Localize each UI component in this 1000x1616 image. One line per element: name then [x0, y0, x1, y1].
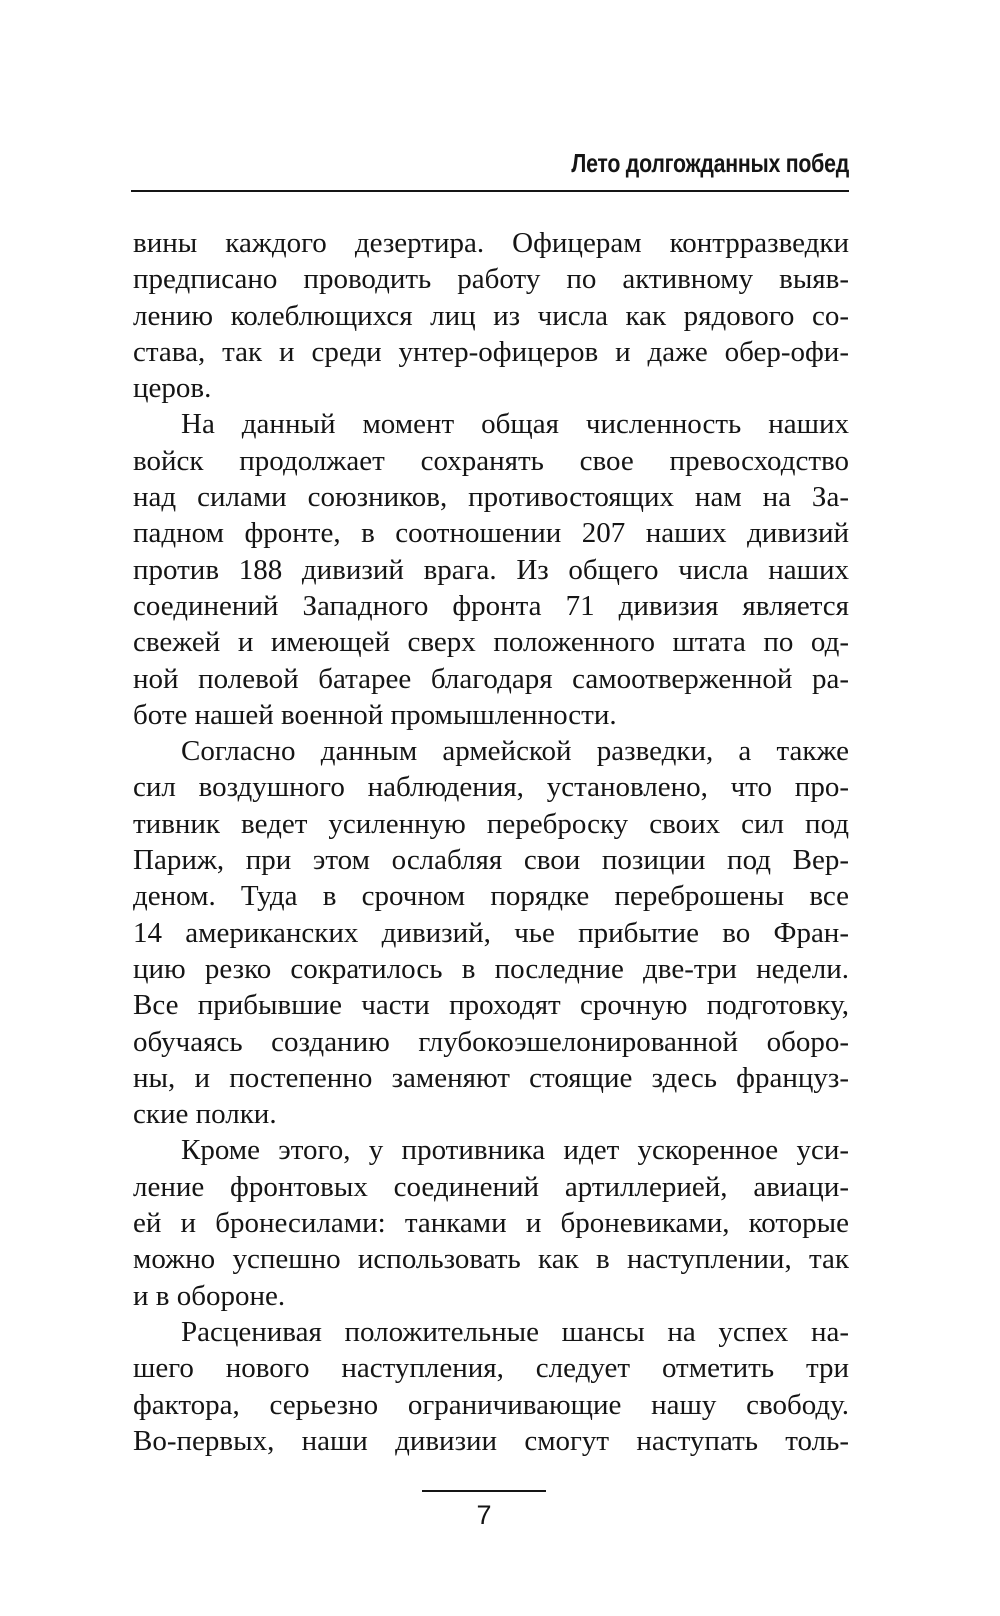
text-line: тивник ведет усиленную переброску своих сил под: [133, 807, 849, 840]
text-line: свежей и имеющей сверх положенного штата по од-: [133, 626, 849, 659]
text-line: и в обороне.: [133, 1279, 286, 1312]
text-line: церов.: [133, 372, 212, 405]
text-line: 14 американских дивизий, чье прибытие во Фран-: [133, 916, 849, 949]
text-line: цию резко сократилось в последние две-три недели.: [133, 952, 849, 985]
text-line: лению колеблющихся лиц из числа как рядового со-: [133, 299, 849, 332]
text-line: Согласно данным армейской разведки, а также: [181, 735, 849, 768]
footer-rule: [422, 1490, 546, 1492]
text-line: предписано проводить работу по активному выяв-: [133, 263, 849, 296]
text-line: вины каждого дезертира. Офицерам контрразведки: [133, 227, 849, 259]
text-line: Расценивая положительные шансы на успех на-: [181, 1315, 849, 1348]
text-line: обучаясь созданию глубокоэшелонированной оборо-: [133, 1025, 849, 1058]
running-head-title: Лето долгожданных побед: [571, 148, 849, 178]
text-line: На данный момент общая численность наших: [181, 408, 849, 441]
text-line: деном. Туда в срочном порядке переброшены все: [133, 880, 849, 913]
text-line: става, так и среди унтер-офицеров и даже обер-офи-: [133, 335, 849, 368]
text-line: шего нового наступления, следует отметить три: [133, 1352, 849, 1385]
text-line: Париж, при этом ослабляя свои позиции под Вер-: [133, 844, 849, 877]
text-line: соединений Западного фронта 71 дивизия является: [133, 589, 849, 622]
text-line: фактора, серьезно ограничивающие нашу свободу.: [133, 1388, 849, 1421]
text-line: против 188 дивизий врага. Из общего числа наших: [133, 553, 849, 586]
text-line: можно успешно использовать как в наступлении, так: [133, 1243, 849, 1276]
text-line: падном фронте, в соотношении 207 наших дивизий: [133, 517, 849, 550]
text-line: ей и бронесилами: танками и броневиками, которые: [133, 1207, 849, 1240]
header-rule: [131, 190, 849, 192]
text-line: войск продолжает сохранять свое превосходство: [133, 444, 849, 477]
body-text: [133, 225, 849, 1459]
text-line: сил воздушного наблюдения, установлено, что про-: [133, 771, 849, 804]
page-number: 7: [476, 1500, 492, 1530]
text-line: Во-первых, наши дивизии смогут наступать толь-: [133, 1424, 849, 1457]
text-line: ские полки.: [133, 1098, 277, 1131]
text-line: ление фронтовых соединений артиллерией, авиаци-: [133, 1170, 849, 1203]
text-line: над силами союзников, противостоящих нам на За-: [133, 481, 849, 514]
text-line: Кроме этого, у противника идет ускоренное уси-: [181, 1134, 849, 1167]
text-line: ной полевой батарее благодаря самоотверженной ра-: [133, 662, 849, 695]
text-line: Все прибывшие части проходят срочную подготовку,: [133, 989, 849, 1022]
text-line: боте нашей военной промышленности.: [133, 698, 617, 731]
text-line: ны, и постепенно заменяют стоящие здесь француз-: [133, 1061, 849, 1094]
